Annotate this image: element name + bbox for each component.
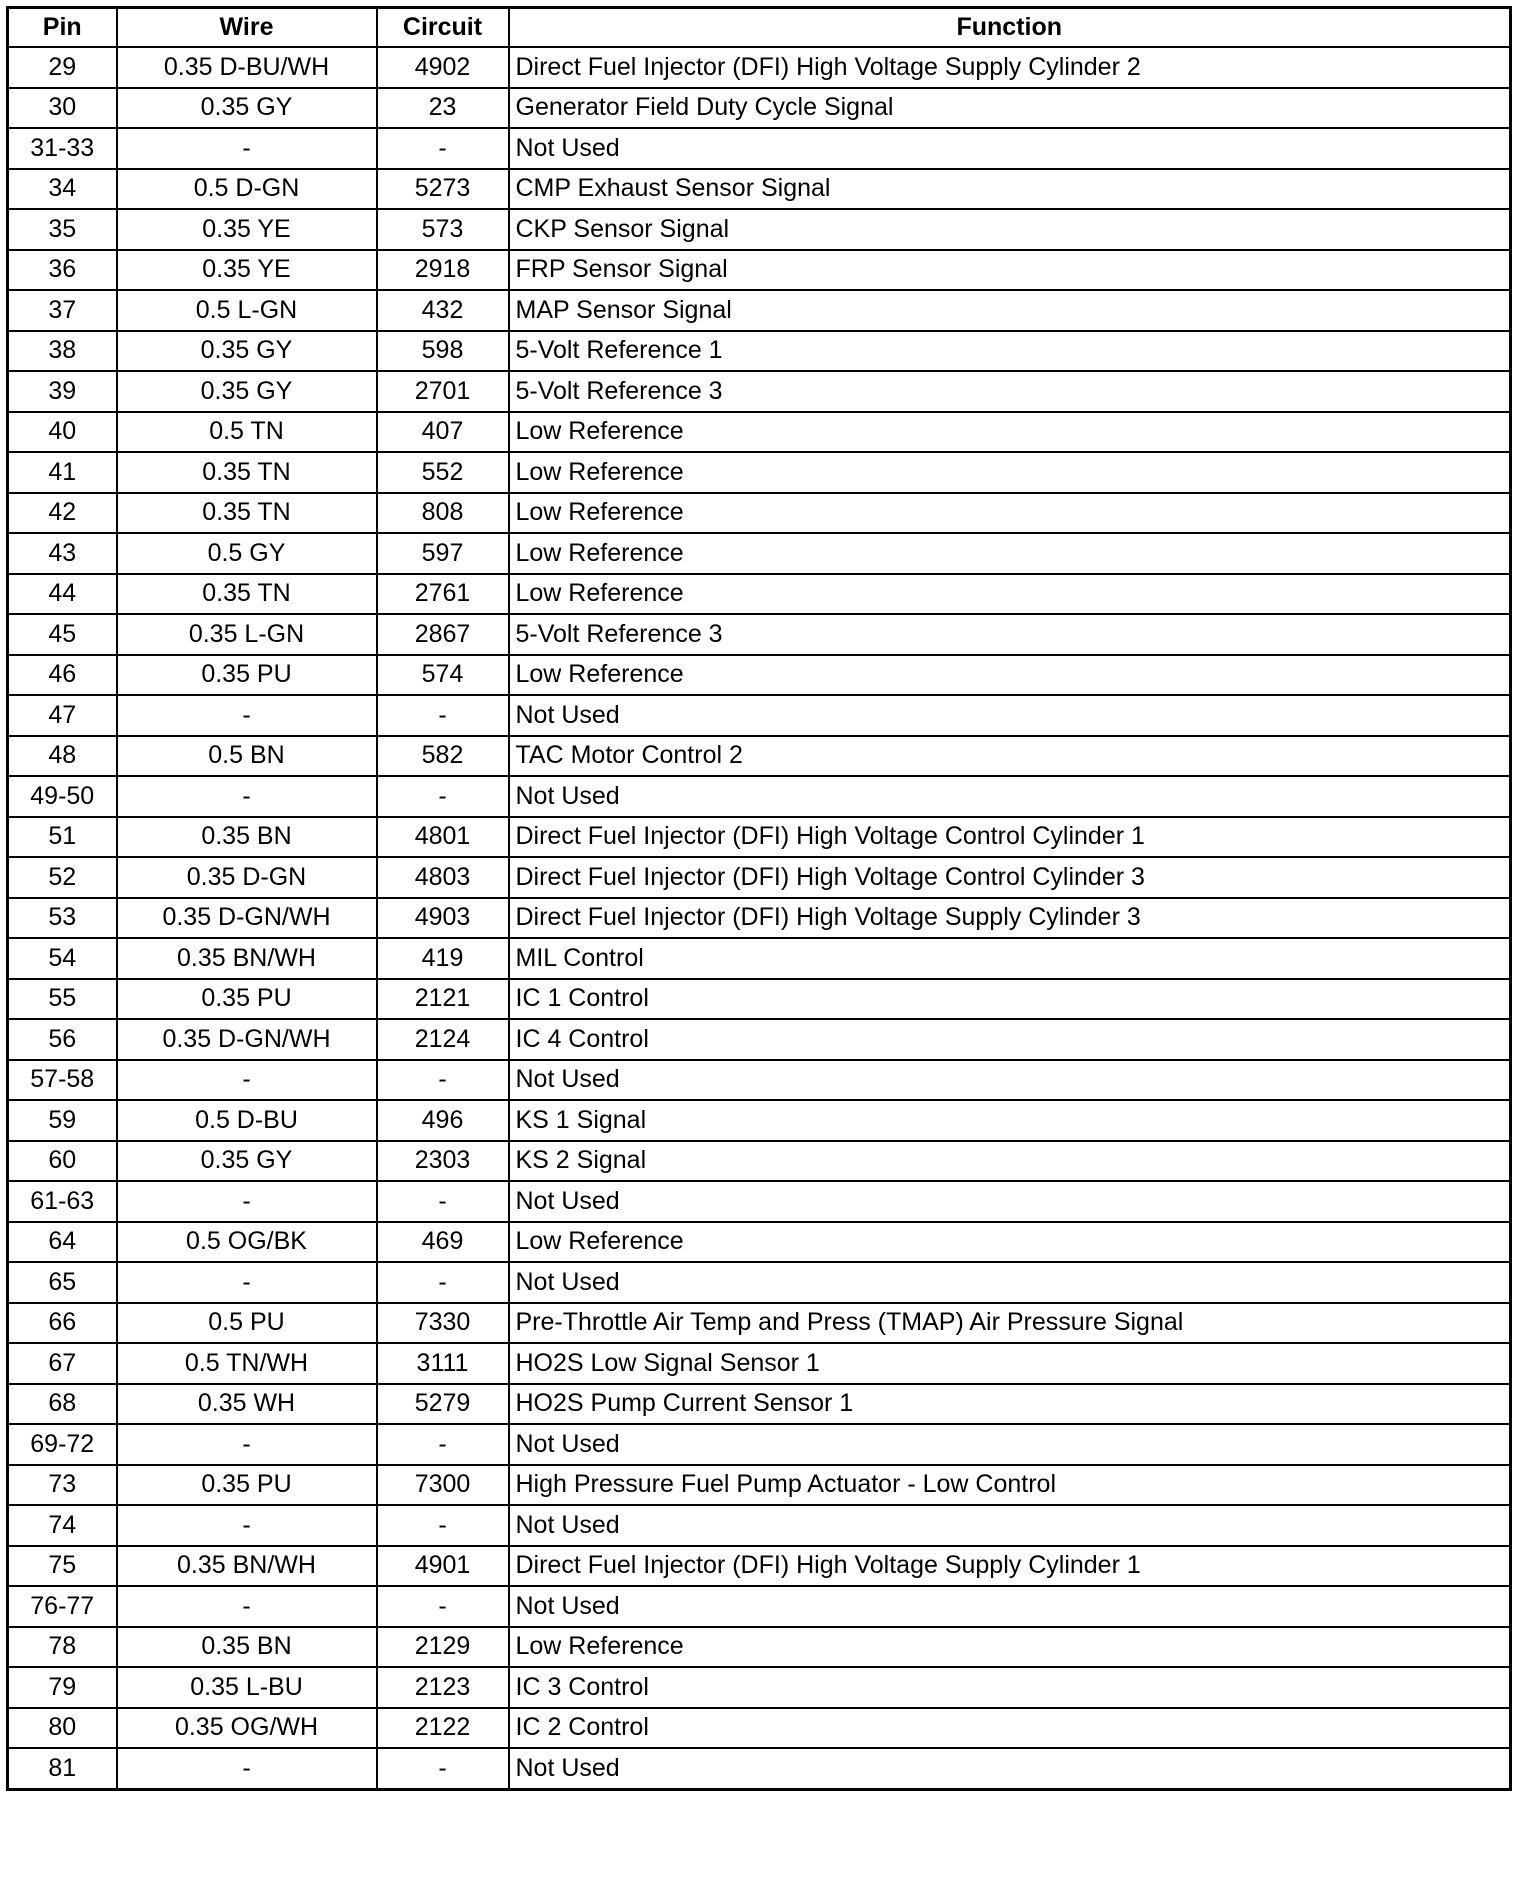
- circuit-cell: 574: [377, 655, 509, 696]
- table-row: [8, 1384, 1511, 1425]
- circuit-cell: -: [377, 1748, 509, 1789]
- circuit-cell: -: [377, 1505, 509, 1546]
- pin-cell: 56: [8, 1019, 117, 1060]
- wire-cell: 0.35 WH: [117, 1384, 377, 1425]
- circuit-cell: 2303: [377, 1141, 509, 1182]
- wire-cell: 0.5 PU: [117, 1303, 377, 1344]
- table-row: [8, 1748, 1511, 1789]
- circuit-cell: 3111: [377, 1343, 509, 1384]
- function-cell: Low Reference: [509, 574, 1511, 615]
- circuit-cell: 582: [377, 736, 509, 777]
- table-row: [8, 1586, 1511, 1627]
- function-cell: Not Used: [509, 1586, 1511, 1627]
- table-row: [8, 1019, 1511, 1060]
- pin-cell: 40: [8, 412, 117, 453]
- table-row: [8, 574, 1511, 615]
- wire-cell: 0.35 D-GN: [117, 857, 377, 898]
- circuit-cell: 407: [377, 412, 509, 453]
- wire-cell: 0.5 D-BU: [117, 1100, 377, 1141]
- table-row: [8, 1303, 1511, 1344]
- function-cell: Low Reference: [509, 452, 1511, 493]
- table-row: [8, 1100, 1511, 1141]
- function-cell: Low Reference: [509, 1222, 1511, 1263]
- pin-cell: 45: [8, 614, 117, 655]
- pin-cell: 41: [8, 452, 117, 493]
- circuit-cell: 5273: [377, 169, 509, 210]
- function-cell: Low Reference: [509, 533, 1511, 574]
- circuit-cell: 469: [377, 1222, 509, 1263]
- circuit-cell: 2701: [377, 371, 509, 412]
- function-cell: Low Reference: [509, 493, 1511, 534]
- circuit-cell: 598: [377, 331, 509, 372]
- wire-cell: -: [117, 695, 377, 736]
- wire-cell: 0.35 YE: [117, 209, 377, 250]
- function-cell: IC 3 Control: [509, 1667, 1511, 1708]
- wire-cell: 0.35 BN/WH: [117, 1546, 377, 1587]
- circuit-cell: 5279: [377, 1384, 509, 1425]
- table-row: [8, 47, 1511, 88]
- function-cell: KS 1 Signal: [509, 1100, 1511, 1141]
- table-row: [8, 614, 1511, 655]
- function-cell: Not Used: [509, 1262, 1511, 1303]
- function-cell: KS 2 Signal: [509, 1141, 1511, 1182]
- table-row: [8, 1424, 1511, 1465]
- function-cell: Not Used: [509, 128, 1511, 169]
- circuit-cell: -: [377, 1586, 509, 1627]
- function-cell: Low Reference: [509, 412, 1511, 453]
- function-cell: IC 1 Control: [509, 979, 1511, 1020]
- pin-cell: 55: [8, 979, 117, 1020]
- circuit-cell: 419: [377, 938, 509, 979]
- pin-cell: 54: [8, 938, 117, 979]
- wire-cell: 0.35 D-BU/WH: [117, 47, 377, 88]
- wire-cell: 0.35 TN: [117, 493, 377, 534]
- wire-cell: 0.5 TN/WH: [117, 1343, 377, 1384]
- wire-cell: 0.35 GY: [117, 371, 377, 412]
- function-cell: 5-Volt Reference 1: [509, 331, 1511, 372]
- function-cell: Not Used: [509, 776, 1511, 817]
- table-row: [8, 898, 1511, 939]
- table-row: [8, 1181, 1511, 1222]
- function-cell: CKP Sensor Signal: [509, 209, 1511, 250]
- pin-cell: 29: [8, 47, 117, 88]
- circuit-cell: -: [377, 776, 509, 817]
- wire-cell: 0.35 TN: [117, 452, 377, 493]
- function-cell: Direct Fuel Injector (DFI) High Voltage Supply Cylinder 1: [509, 1546, 1511, 1587]
- pin-cell: 49-50: [8, 776, 117, 817]
- wire-cell: 0.35 YE: [117, 250, 377, 291]
- wire-cell: 0.35 BN/WH: [117, 938, 377, 979]
- circuit-cell: 4902: [377, 47, 509, 88]
- pin-cell: 36: [8, 250, 117, 291]
- circuit-cell: 4903: [377, 898, 509, 939]
- table-row: [8, 533, 1511, 574]
- pin-cell: 75: [8, 1546, 117, 1587]
- pin-cell: 31-33: [8, 128, 117, 169]
- wire-cell: 0.35 GY: [117, 331, 377, 372]
- pin-cell: 64: [8, 1222, 117, 1263]
- wire-cell: -: [117, 1262, 377, 1303]
- table-row: [8, 1060, 1511, 1101]
- function-cell: CMP Exhaust Sensor Signal: [509, 169, 1511, 210]
- table-row: [8, 1505, 1511, 1546]
- wire-cell: 0.5 L-GN: [117, 290, 377, 331]
- wire-cell: 0.35 TN: [117, 574, 377, 615]
- circuit-cell: 7300: [377, 1465, 509, 1506]
- header-function: Function: [509, 8, 1511, 48]
- table-row: [8, 1546, 1511, 1587]
- table-row: [8, 776, 1511, 817]
- function-cell: Direct Fuel Injector (DFI) High Voltage Supply Cylinder 3: [509, 898, 1511, 939]
- wire-cell: 0.5 BN: [117, 736, 377, 777]
- function-cell: Not Used: [509, 1424, 1511, 1465]
- table-row: [8, 290, 1511, 331]
- function-cell: HO2S Pump Current Sensor 1: [509, 1384, 1511, 1425]
- circuit-cell: 2918: [377, 250, 509, 291]
- function-cell: IC 4 Control: [509, 1019, 1511, 1060]
- circuit-cell: 573: [377, 209, 509, 250]
- header-circuit: Circuit: [377, 8, 509, 48]
- table-row: [8, 817, 1511, 858]
- pin-cell: 78: [8, 1627, 117, 1668]
- pin-cell: 79: [8, 1667, 117, 1708]
- wire-cell: 0.35 OG/WH: [117, 1708, 377, 1749]
- table-row: [8, 412, 1511, 453]
- pin-table: [6, 6, 1512, 1791]
- function-cell: Direct Fuel Injector (DFI) High Voltage Supply Cylinder 2: [509, 47, 1511, 88]
- table-row: [8, 88, 1511, 129]
- wire-cell: 0.5 GY: [117, 533, 377, 574]
- wire-cell: 0.35 L-GN: [117, 614, 377, 655]
- pin-cell: 52: [8, 857, 117, 898]
- wire-cell: -: [117, 776, 377, 817]
- function-cell: Not Used: [509, 1505, 1511, 1546]
- wire-cell: 0.5 D-GN: [117, 169, 377, 210]
- pin-cell: 48: [8, 736, 117, 777]
- pin-cell: 65: [8, 1262, 117, 1303]
- pin-cell: 43: [8, 533, 117, 574]
- table-row: [8, 938, 1511, 979]
- function-cell: HO2S Low Signal Sensor 1: [509, 1343, 1511, 1384]
- wire-cell: 0.35 BN: [117, 817, 377, 858]
- circuit-cell: 496: [377, 1100, 509, 1141]
- pin-cell: 34: [8, 169, 117, 210]
- circuit-cell: 2867: [377, 614, 509, 655]
- circuit-cell: 4801: [377, 817, 509, 858]
- table-row: [8, 1343, 1511, 1384]
- function-cell: Not Used: [509, 695, 1511, 736]
- function-cell: Direct Fuel Injector (DFI) High Voltage Control Cylinder 3: [509, 857, 1511, 898]
- function-cell: Not Used: [509, 1060, 1511, 1101]
- function-cell: Pre-Throttle Air Temp and Press (TMAP) Air Pressure Signal: [509, 1303, 1511, 1344]
- pin-cell: 67: [8, 1343, 117, 1384]
- table-row: [8, 1262, 1511, 1303]
- wire-cell: -: [117, 1060, 377, 1101]
- circuit-cell: 7330: [377, 1303, 509, 1344]
- wire-cell: 0.35 D-GN/WH: [117, 898, 377, 939]
- table-row: [8, 695, 1511, 736]
- pin-cell: 51: [8, 817, 117, 858]
- wire-cell: 0.5 OG/BK: [117, 1222, 377, 1263]
- circuit-cell: -: [377, 1424, 509, 1465]
- header-pin: Pin: [8, 8, 117, 48]
- circuit-cell: -: [377, 1181, 509, 1222]
- wire-cell: -: [117, 1505, 377, 1546]
- pin-cell: 39: [8, 371, 117, 412]
- table-row: [8, 1222, 1511, 1263]
- circuit-cell: 2761: [377, 574, 509, 615]
- table-row: [8, 1465, 1511, 1506]
- wire-cell: 0.35 GY: [117, 88, 377, 129]
- pin-cell: 76-77: [8, 1586, 117, 1627]
- wire-cell: -: [117, 1181, 377, 1222]
- wire-cell: 0.35 D-GN/WH: [117, 1019, 377, 1060]
- pin-cell: 47: [8, 695, 117, 736]
- circuit-cell: -: [377, 128, 509, 169]
- circuit-cell: 2121: [377, 979, 509, 1020]
- function-cell: Low Reference: [509, 655, 1511, 696]
- function-cell: FRP Sensor Signal: [509, 250, 1511, 291]
- wire-cell: -: [117, 1748, 377, 1789]
- pin-cell: 80: [8, 1708, 117, 1749]
- circuit-cell: -: [377, 695, 509, 736]
- function-cell: Low Reference: [509, 1627, 1511, 1668]
- table-row: [8, 1667, 1511, 1708]
- table-row: [8, 857, 1511, 898]
- pin-cell: 81: [8, 1748, 117, 1789]
- wire-cell: 0.35 PU: [117, 1465, 377, 1506]
- table-row: [8, 655, 1511, 696]
- circuit-cell: 597: [377, 533, 509, 574]
- pin-cell: 61-63: [8, 1181, 117, 1222]
- header-wire: Wire: [117, 8, 377, 48]
- circuit-cell: 23: [377, 88, 509, 129]
- pin-cell: 30: [8, 88, 117, 129]
- wire-cell: 0.35 PU: [117, 979, 377, 1020]
- circuit-cell: 432: [377, 290, 509, 331]
- wire-cell: 0.35 BN: [117, 1627, 377, 1668]
- table-row: [8, 1627, 1511, 1668]
- table-body: [8, 47, 1511, 1789]
- table-header-row: [8, 8, 1511, 48]
- wire-cell: 0.35 L-BU: [117, 1667, 377, 1708]
- table-row: [8, 979, 1511, 1020]
- pin-cell: 57-58: [8, 1060, 117, 1101]
- circuit-cell: 4803: [377, 857, 509, 898]
- pin-cell: 37: [8, 290, 117, 331]
- pin-cell: 74: [8, 1505, 117, 1546]
- function-cell: MIL Control: [509, 938, 1511, 979]
- function-cell: TAC Motor Control 2: [509, 736, 1511, 777]
- circuit-cell: 2129: [377, 1627, 509, 1668]
- circuit-cell: 552: [377, 452, 509, 493]
- circuit-cell: 2122: [377, 1708, 509, 1749]
- table-row: [8, 128, 1511, 169]
- table-row: [8, 452, 1511, 493]
- function-cell: High Pressure Fuel Pump Actuator - Low Control: [509, 1465, 1511, 1506]
- table-row: [8, 250, 1511, 291]
- wire-cell: 0.5 TN: [117, 412, 377, 453]
- circuit-cell: 2124: [377, 1019, 509, 1060]
- pin-cell: 59: [8, 1100, 117, 1141]
- pin-cell: 53: [8, 898, 117, 939]
- pin-cell: 35: [8, 209, 117, 250]
- wire-cell: 0.35 GY: [117, 1141, 377, 1182]
- circuit-cell: 2123: [377, 1667, 509, 1708]
- function-cell: IC 2 Control: [509, 1708, 1511, 1749]
- table-row: [8, 736, 1511, 777]
- table-row: [8, 1708, 1511, 1749]
- pin-cell: 69-72: [8, 1424, 117, 1465]
- wire-cell: 0.35 PU: [117, 655, 377, 696]
- function-cell: 5-Volt Reference 3: [509, 371, 1511, 412]
- wire-cell: -: [117, 128, 377, 169]
- function-cell: Not Used: [509, 1748, 1511, 1789]
- pin-cell: 44: [8, 574, 117, 615]
- function-cell: Direct Fuel Injector (DFI) High Voltage Control Cylinder 1: [509, 817, 1511, 858]
- table-row: [8, 169, 1511, 210]
- wire-cell: -: [117, 1586, 377, 1627]
- circuit-cell: -: [377, 1262, 509, 1303]
- table-row: [8, 493, 1511, 534]
- pin-cell: 68: [8, 1384, 117, 1425]
- pin-cell: 42: [8, 493, 117, 534]
- pin-cell: 66: [8, 1303, 117, 1344]
- wire-cell: -: [117, 1424, 377, 1465]
- table-row: [8, 209, 1511, 250]
- circuit-cell: 4901: [377, 1546, 509, 1587]
- function-cell: Generator Field Duty Cycle Signal: [509, 88, 1511, 129]
- pin-cell: 73: [8, 1465, 117, 1506]
- pin-cell: 60: [8, 1141, 117, 1182]
- function-cell: Not Used: [509, 1181, 1511, 1222]
- circuit-cell: -: [377, 1060, 509, 1101]
- function-cell: MAP Sensor Signal: [509, 290, 1511, 331]
- circuit-cell: 808: [377, 493, 509, 534]
- table-row: [8, 331, 1511, 372]
- pin-cell: 46: [8, 655, 117, 696]
- table-row: [8, 1141, 1511, 1182]
- pin-cell: 38: [8, 331, 117, 372]
- table-row: [8, 371, 1511, 412]
- function-cell: 5-Volt Reference 3: [509, 614, 1511, 655]
